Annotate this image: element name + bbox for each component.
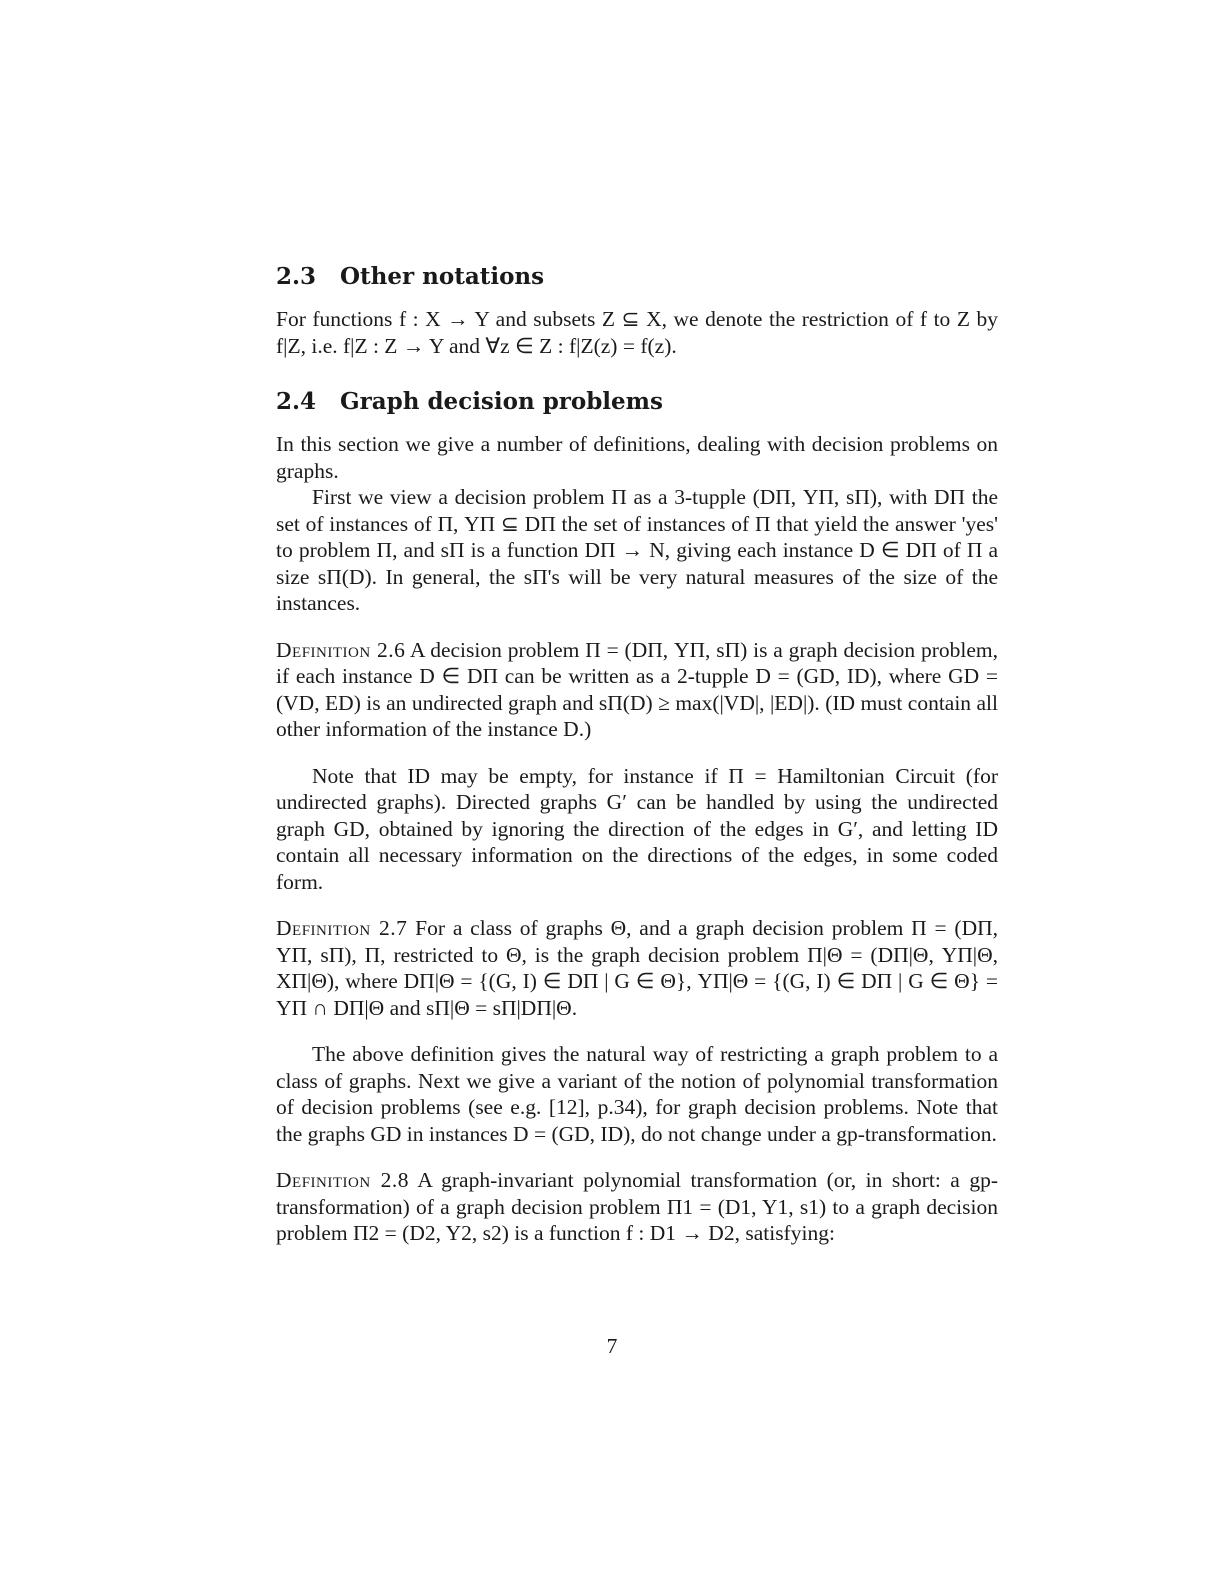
page-body [276,258,998,1247]
section-heading-2-4: 2.4 Graph decision problems [276,388,663,415]
definition-label: Definition 2.8 [276,1168,410,1192]
definition-text: For a class of graphs Θ, and a graph decision problem Π = (DΠ, YΠ, sΠ), Π, restricted to Θ, is the graph decision problem Π|Θ = (DΠ|Θ, YΠ|Θ, XΠ|Θ), where DΠ|Θ = {(G, I) ∈ DΠ | G ∈ Θ}, YΠ|Θ = {(G, I) ∈ DΠ | G ∈ Θ} = YΠ ∩ DΠ|Θ and sΠ|Θ = sΠ|DΠ|Θ. [276,916,998,1020]
definition-label: Definition 2.6 [276,637,406,662]
definition-text: A decision problem Π = (DΠ, YΠ, sΠ) is a graph decision problem, if each instance D ∈ DΠ can be written as a 2-tupple D = (GD, ID), where GD = (VD, ED) is an undirected graph and sΠ(D) ≥ max(|VD|, |ED|). (ID must contain all other information of the instance D.) [276,637,998,741]
definition-2-7 [276,915,998,1021]
definition-2-8 [276,1167,998,1247]
paragraph-note-id: Note that ID may be empty, for instance if Π = Hamiltonian Circuit (for undirected graphs). Directed graphs G′ can be handled by using the undirected graph GD, obtained by ignoring the direction of the edges in G′, and letting ID contain all necessary information on the directions of the edges, in some coded form. [276,763,998,894]
paragraph-decision-problem: First we view a decision problem Π as a 3-tupple (DΠ, YΠ, sΠ), with DΠ the set of instances of Π, YΠ ⊆ DΠ the set of instances of Π that yield the answer 'yes' to problem Π, and sΠ is a function DΠ → N, giving each instance D ∈ DΠ of Π a size sΠ(D). In general, the sΠ's will be very natural measures of the size of the instances. [276,485,998,615]
section-heading-2-3: 2.3 Other notations [276,263,545,290]
page-number: 7 [606,1334,618,1358]
definition-label: Definition 2.7 [276,916,408,940]
paragraph-intro: In this section we give a number of definitions, dealing with decision problems on graphs. [276,432,998,483]
paragraph-restriction-explained: The above definition gives the natural way of restricting a graph problem to a class of graphs. Next we give a variant of the notion of polynomial transformation of decision problems (see e.g. [12], p.34), for graph decision problems. Note that the graphs GD in instances D = (GD, ID), do not change under a gp-transformation. [276,1042,998,1146]
definition-text: A graph-invariant polynomial transformation (or, in short: a gp-transformation) of a graph decision problem Π1 = (D1, Y1, s1) to a graph decision problem Π2 = (D2, Y2, s2) is a function f : D1 → D2, satisfying: [276,1168,998,1245]
paragraph-restriction: For functions f : X → Y and subsets Z ⊆ X, we denote the restriction of f to Z by f|Z, i.e. f|Z : Z → Y and ∀z ∈ Z : f|Z(z) = f(z). [276,307,998,358]
definition-2-6 [276,637,998,743]
